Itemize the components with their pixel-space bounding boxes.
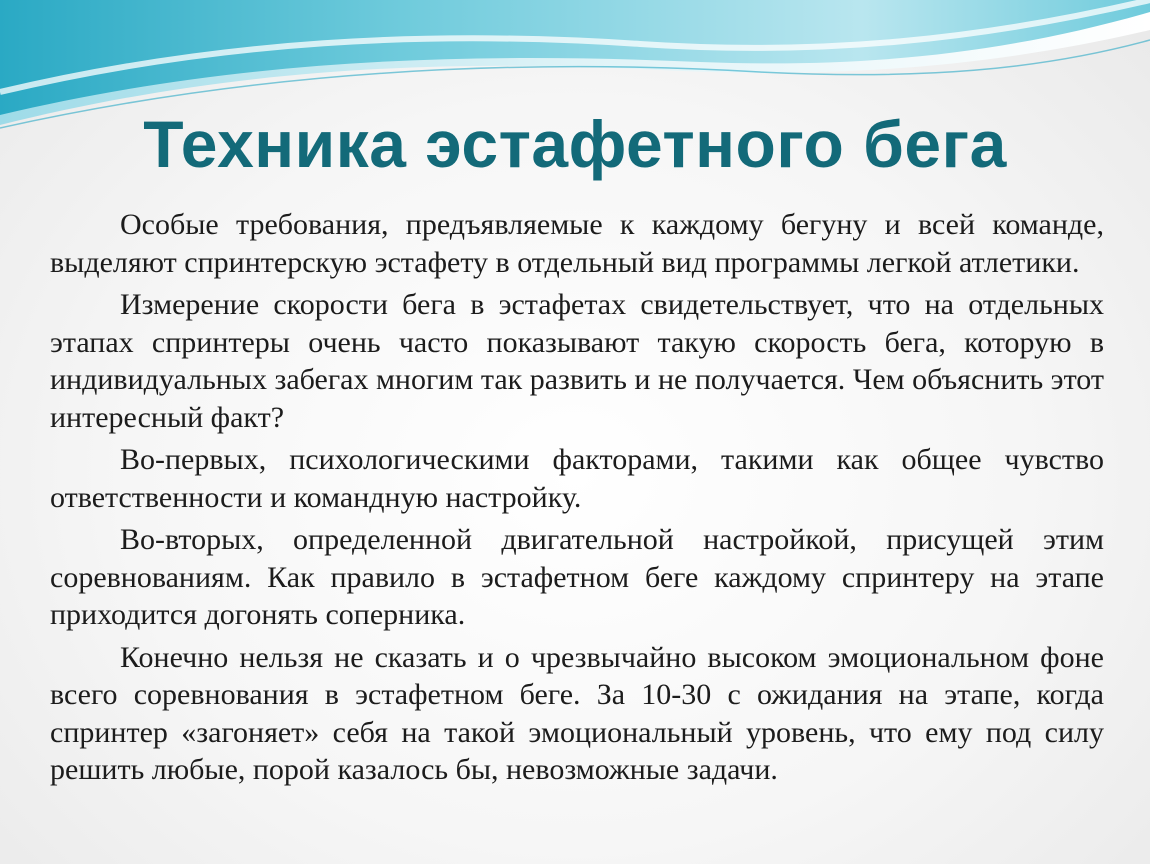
paragraph-3: Во-первых, психологическими факторами, такими как общее чувство ответственности и командную настройку.: [50, 443, 1104, 514]
slide-title: Техника эстафетного бега: [143, 107, 1007, 181]
paragraph-5: Конечно нельзя не сказать и о чрезвычайно высоком эмоциональном фоне всего соревнования в эстафетном беге. За 10-30 с ожидания на этапе, когда спринтер «загоняет» себя на такой эмоциональный уровень, что ему под силу решить любые, порой казалось бы, невозможные задачи.: [50, 640, 1104, 786]
paragraph-4: Во-вторых, определенной двигательной настройкой, присущей этим соревнованиям. Как правило в эстафетном беге каждому спринтеру на этапе приходится догонять соперника.: [50, 523, 1104, 631]
slide-body: [50, 206, 1104, 794]
paragraph-1: Особые требования, предъявляемые к каждому бегуну и всей команде, выделяют спринтерскую эстафету в отдельный вид программы легкой атлетики.: [50, 208, 1104, 279]
paragraph-2: Измерение скорости бега в эстафетах свидетельствует, что на отдельных этапах спринтеры очень часто показывают такую скорость бега, которую в индивидуальных забегах многим так развить и не получается. Чем объяснить этот интересный факт?: [50, 288, 1104, 434]
